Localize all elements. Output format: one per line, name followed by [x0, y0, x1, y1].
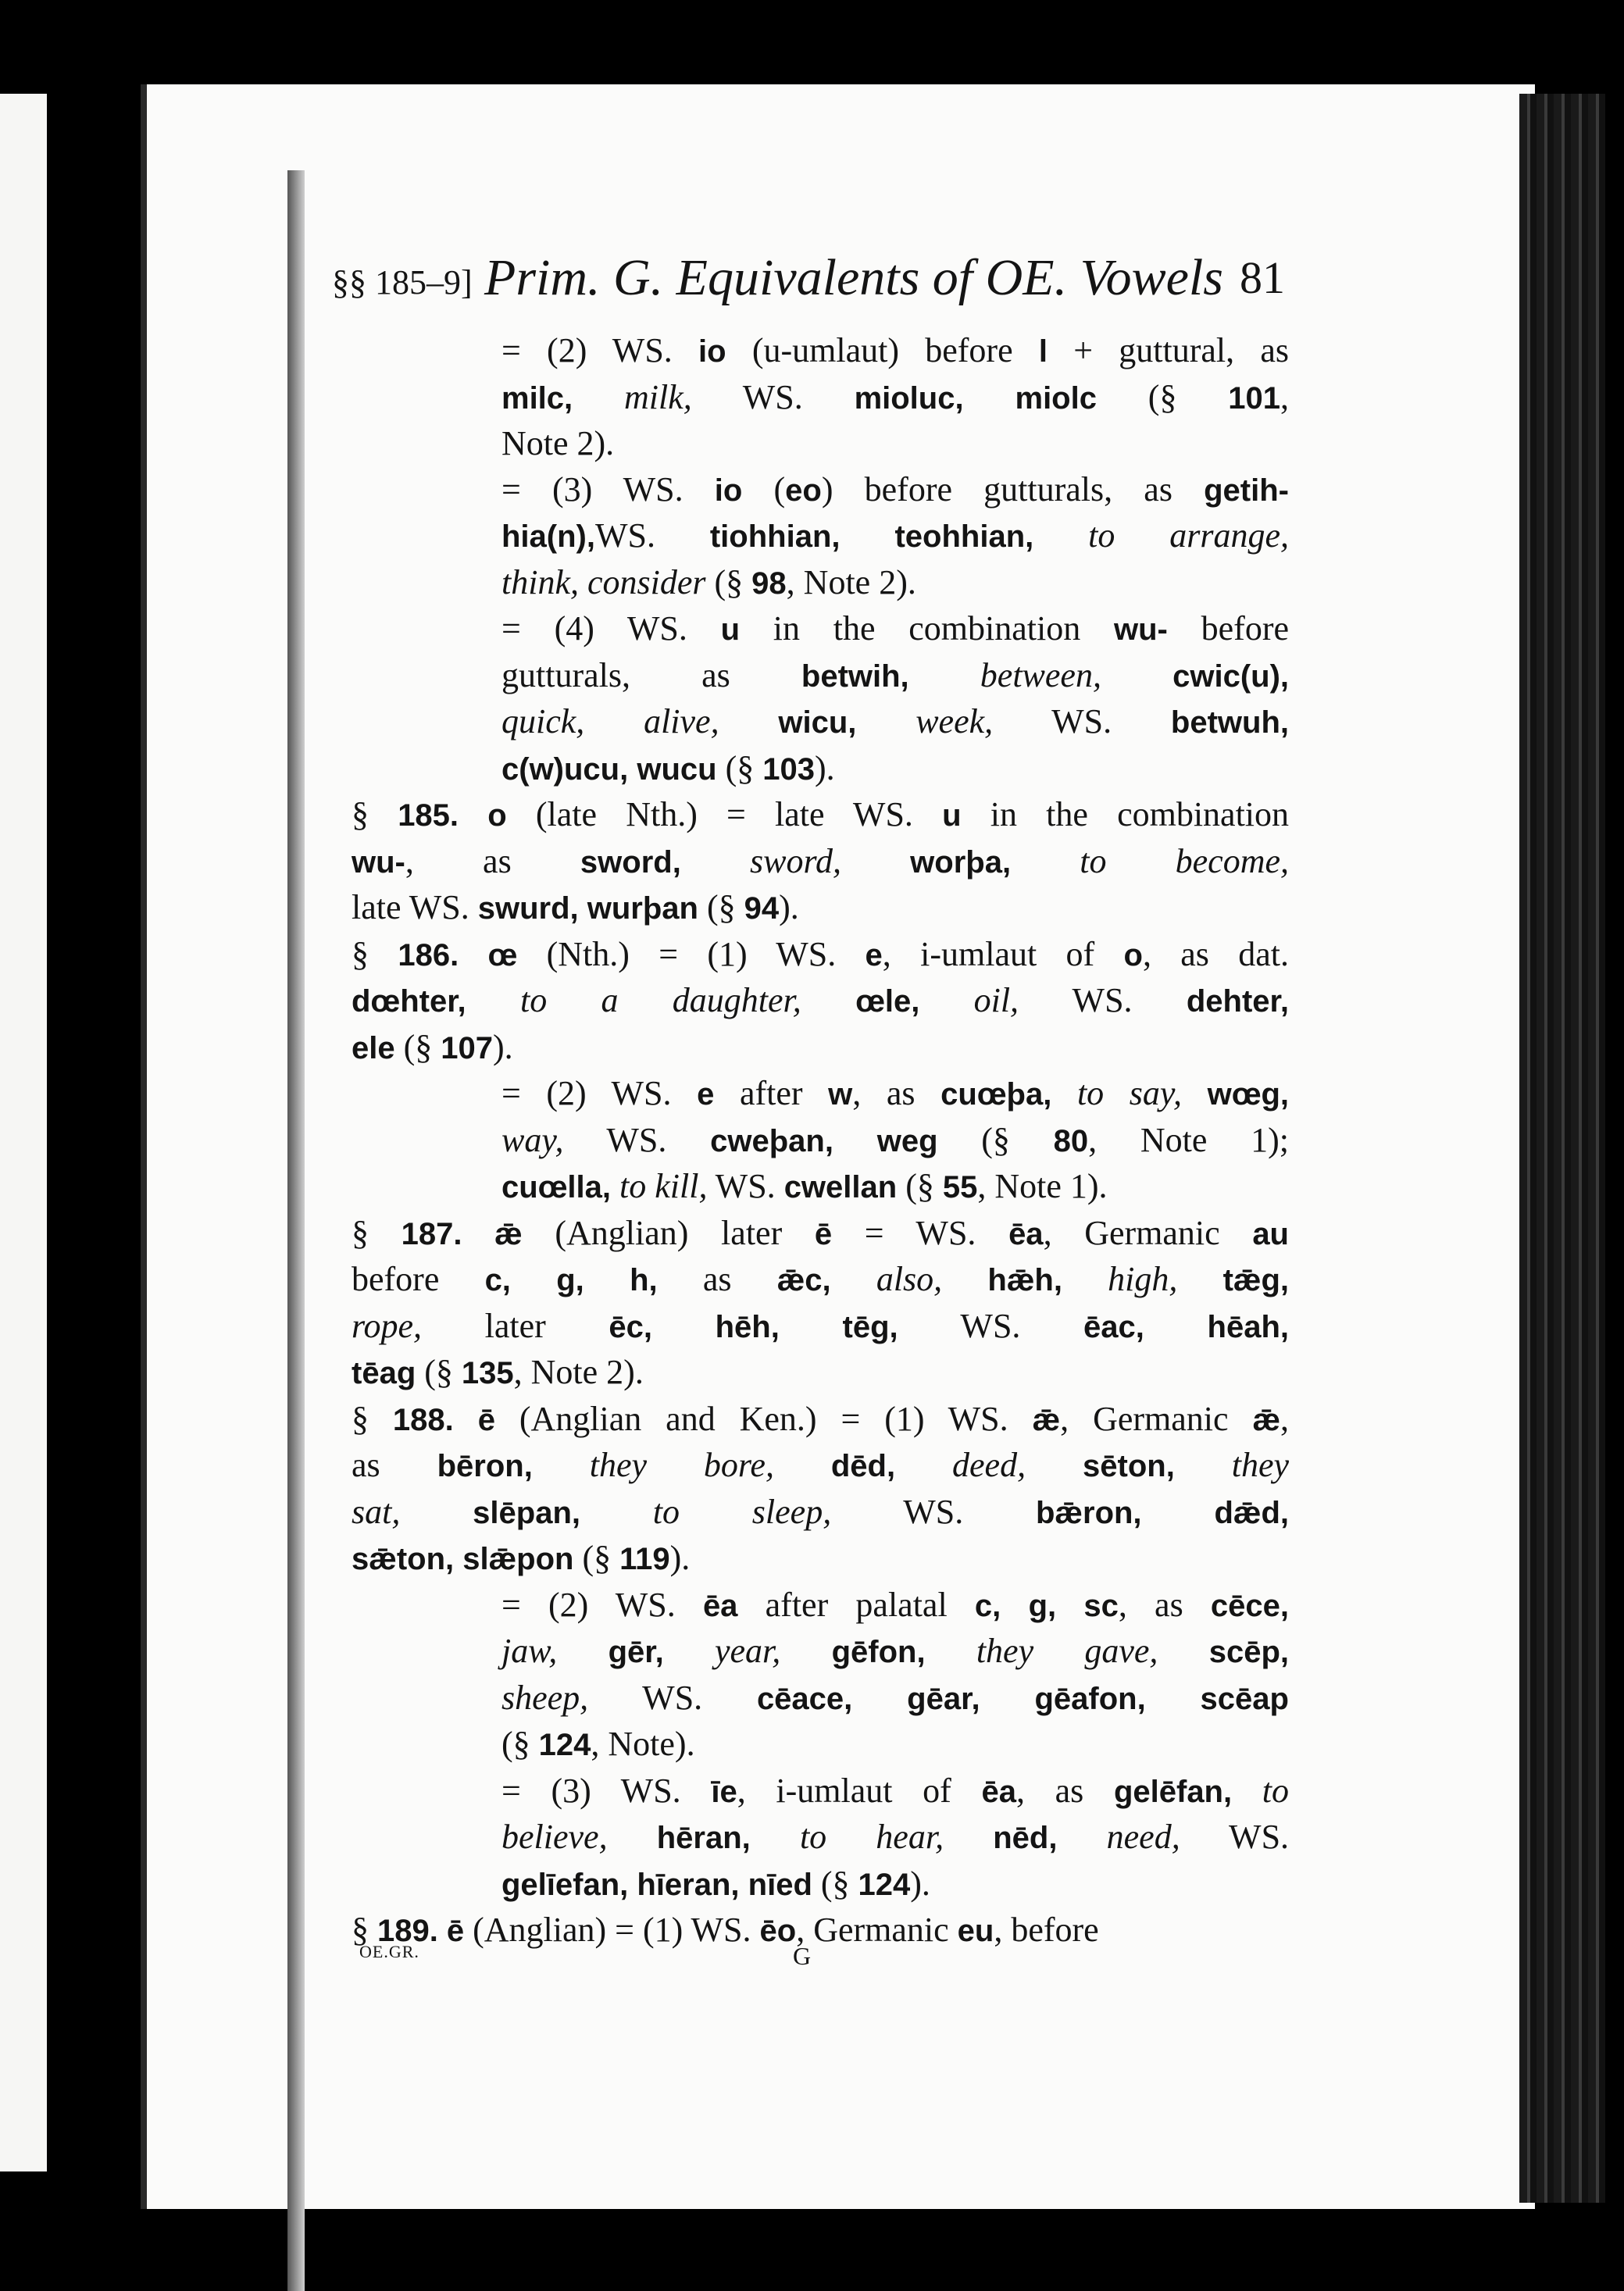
text-line: § 189. ē (Anglian) = (1) WS. ēo, Germanic eu, before	[352, 1911, 1099, 1949]
headword: c, g,	[974, 1588, 1057, 1623]
gloss: way,	[501, 1120, 564, 1159]
headword: 94	[744, 891, 780, 926]
gloss: rope,	[352, 1306, 423, 1345]
section-entry	[352, 932, 1289, 1072]
text-line: sheep, WS. cēace, gēar, gēafon, scēap	[501, 1678, 1289, 1717]
text-line: before c, g, h, as ǣc, also, hǣh, high, tǣg,	[352, 1260, 1290, 1298]
headword: worþa,	[910, 844, 1012, 880]
text-line: § 188. ē (Anglian and Ken.) = (1) WS. ǣ, Germanic ǣ,	[352, 1399, 1290, 1438]
text-line: gutturals, as betwih, between, cwic(u),	[501, 655, 1289, 694]
headword: io	[698, 334, 726, 369]
text-line: § 185. o (late Nth.) = late WS. u in the combination	[352, 795, 1290, 833]
text-line: = (2) WS. io (u-umlaut) before l + guttural, as	[501, 331, 1290, 369]
headword: 103	[762, 751, 815, 787]
gloss: oil,	[973, 981, 1019, 1019]
sub-entry	[352, 328, 1289, 467]
header-title: Prim. G. Equivalents of OE. Vowels	[484, 249, 1223, 306]
text-line: = (2) WS. ēa after palatal c, g, sc, as cēce,	[501, 1585, 1290, 1624]
headword: slēpan,	[473, 1495, 580, 1530]
headword: c, g, h,	[484, 1263, 658, 1297]
headword: ǣc,	[776, 1263, 831, 1297]
headword: cweþan, weg	[710, 1123, 938, 1158]
headword: cwic(u),	[1172, 658, 1289, 694]
headword: wu-	[1114, 612, 1168, 647]
page-stack-edge	[1519, 94, 1605, 2203]
headword: cuœlla,	[501, 1170, 612, 1204]
headword: betwih,	[801, 658, 909, 694]
text-line: hia(n),WS. tiohhian, teohhian, to arrange,	[501, 516, 1290, 555]
headword: getih-	[1204, 473, 1289, 508]
headword: 186.	[398, 937, 459, 972]
headword: ē	[814, 1216, 833, 1251]
sub-entry	[352, 1583, 1289, 1768]
gloss: to hear,	[799, 1818, 944, 1856]
headword: wu-	[352, 844, 405, 880]
text-line: tēag (§ 135, Note 2).	[352, 1353, 644, 1391]
headword: 124	[538, 1728, 591, 1762]
text-line: dœhter, to a daughter, œle, oil, WS. dehter,	[352, 981, 1290, 1019]
headword: e	[865, 937, 883, 972]
gloss: believe,	[501, 1818, 608, 1856]
text-line: sǣton, slǣpon (§ 119).	[352, 1539, 691, 1577]
gloss: to a daughter,	[519, 981, 801, 1019]
headword: w	[828, 1077, 853, 1112]
headword: c(w)ucu, wucu	[501, 751, 717, 787]
text-line: (§ 124, Note).	[501, 1725, 695, 1763]
text-line: cuœlla, to kill, WS. cwellan (§ 55, Note 1).	[501, 1167, 1108, 1205]
headword: mioluc, miolc	[854, 380, 1097, 416]
paragraph	[352, 1071, 1289, 1211]
paragraph	[352, 1768, 1289, 1908]
headword: gēr,	[608, 1635, 664, 1669]
page-footer	[0, 1942, 1624, 1973]
headword: nēd,	[993, 1821, 1058, 1855]
headword: cwellan	[783, 1170, 898, 1204]
headword: wicu,	[778, 705, 857, 740]
headword: ēo	[759, 1914, 797, 1948]
gathering-mark: G	[793, 1942, 812, 1970]
gloss: to become,	[1080, 841, 1290, 880]
headword: 187.	[401, 1216, 462, 1251]
gloss: to say,	[1076, 1074, 1182, 1112]
text-line: as bēron, they bore, dēd, deed, sēton, they	[352, 1446, 1290, 1484]
headword: u	[720, 612, 741, 647]
text-line: sat, slēpan, to sleep, WS. bǣron, dǣd,	[352, 1492, 1289, 1531]
gloss: sword,	[750, 841, 841, 880]
headword: 101	[1228, 380, 1281, 416]
headword: 107	[441, 1030, 494, 1065]
gloss: sheep,	[501, 1678, 589, 1717]
text-line: rope, later ēc, hēh, tēg, WS. ēac, hēah,	[352, 1306, 1289, 1345]
headword: œ	[487, 937, 518, 972]
headword: tiohhian, teohhian,	[709, 519, 1034, 554]
text-line: = (4) WS. u in the combination wu- before	[501, 609, 1289, 648]
gloss: year,	[715, 1632, 781, 1670]
headword: eu	[957, 1914, 994, 1948]
headword: o	[1123, 937, 1143, 972]
headword: ǣ	[1252, 1402, 1281, 1437]
page-number: 81	[1240, 252, 1285, 303]
headword: 124	[858, 1867, 911, 1902]
text-line: gelīefan, hīeran, nīed (§ 124).	[501, 1864, 930, 1903]
text-line: § 186. œ (Nth.) = (1) WS. e, i-umlaut of o, as dat.	[352, 934, 1290, 973]
headword: cuœþa,	[940, 1077, 1052, 1112]
text-line: wu-, as sword, sword, worþa, to become,	[352, 841, 1290, 880]
headword: sword,	[580, 844, 681, 880]
gloss: to kill,	[619, 1167, 708, 1205]
text-line: c(w)ucu, wucu (§ 103).	[501, 748, 835, 787]
gloss: week,	[916, 702, 994, 740]
sub-entry	[352, 1071, 1289, 1211]
section-entry	[352, 792, 1289, 932]
headword: ēac, hēah,	[1083, 1309, 1289, 1344]
running-header	[332, 248, 1285, 319]
headword: dehter,	[1186, 984, 1290, 1019]
headword: 98	[751, 566, 787, 601]
paragraph	[352, 792, 1289, 932]
section-entry	[352, 1397, 1289, 1583]
headword: 80	[1053, 1123, 1089, 1158]
gloss: high,	[1108, 1260, 1178, 1298]
text-line: quick, alive, wicu, week, WS. betwuh,	[501, 702, 1290, 740]
headword: 135	[461, 1356, 514, 1390]
headword: wœg,	[1207, 1077, 1289, 1112]
facing-page-edge	[0, 94, 47, 2171]
headword: swurd, wurþan	[477, 891, 698, 926]
headword: gelēfan,	[1113, 1774, 1233, 1809]
headword: o	[487, 798, 507, 833]
headword: tǣg,	[1222, 1263, 1290, 1297]
text-line: think, consider (§ 98, Note 2).	[501, 562, 916, 601]
text-line: believe, hēran, to hear, nēd, need, WS.	[501, 1818, 1290, 1856]
gloss: jaw,	[501, 1632, 558, 1670]
gloss: they bore,	[589, 1446, 774, 1484]
headword: īe	[711, 1774, 737, 1809]
sub-entry	[352, 1768, 1289, 1908]
text-line: = (3) WS. io (eo) before gutturals, as getih-	[501, 469, 1289, 509]
headword: gēfon,	[831, 1635, 926, 1669]
text-line: way, WS. cweþan, weg (§ 80, Note 1);	[501, 1120, 1289, 1159]
headword: betwuh,	[1170, 705, 1290, 740]
headword: milc,	[501, 380, 573, 416]
gloss: need,	[1106, 1818, 1180, 1856]
headword: dœhter,	[352, 984, 466, 1019]
headword: 119	[619, 1542, 670, 1576]
headword: scēp,	[1208, 1635, 1289, 1669]
text-line	[501, 1629, 1289, 1675]
gloss: sat,	[352, 1492, 401, 1531]
headword: u	[942, 798, 962, 833]
signature-mark: OE.GR.	[359, 1942, 419, 1961]
paragraph	[352, 1397, 1289, 1583]
headword: ēa	[981, 1774, 1016, 1809]
headword: bēron,	[437, 1449, 533, 1483]
paragraph	[352, 467, 1289, 607]
paragraph	[352, 932, 1289, 1072]
text-line: ele (§ 107).	[352, 1027, 513, 1066]
gloss: also,	[876, 1260, 943, 1298]
headword: e	[697, 1077, 715, 1112]
text-line: § 187. ǣ (Anglian) later ē = WS. ēa, Germanic au	[352, 1213, 1289, 1252]
headword: 188.	[392, 1402, 454, 1437]
text-line: = (2) WS. e after w, as cuœþa, to say, wœg,	[501, 1074, 1289, 1112]
gloss: milk,	[623, 377, 692, 416]
section-entry	[352, 1211, 1289, 1397]
headword: hǣh,	[987, 1263, 1062, 1297]
headword: ele	[352, 1030, 395, 1065]
gloss: quick, alive,	[501, 702, 719, 740]
gloss: to	[1262, 1771, 1290, 1810]
headword: eo	[785, 473, 822, 508]
headword: sēton,	[1083, 1449, 1175, 1483]
paragraph	[352, 328, 1289, 467]
headword: l	[1038, 334, 1048, 369]
headword: cēce,	[1210, 1588, 1290, 1623]
headword: hia(n),	[501, 519, 595, 554]
text-line: Note 2).	[501, 424, 615, 462]
headword: gelīefan, hīeran, nīed	[501, 1867, 812, 1902]
sub-entry	[352, 467, 1289, 607]
headword: ēc, hēh, tēg,	[609, 1309, 898, 1344]
headword: io	[714, 473, 743, 508]
paragraph	[352, 1211, 1289, 1397]
headword: ǣ	[494, 1216, 523, 1251]
paragraph	[352, 606, 1289, 792]
headword: ēa	[1008, 1216, 1044, 1251]
gloss: they gave,	[976, 1632, 1158, 1670]
gloss: between,	[980, 655, 1101, 694]
gloss: deed,	[952, 1446, 1026, 1484]
gloss: think, consider	[501, 562, 706, 601]
gloss: to sleep,	[652, 1492, 832, 1531]
headword: tēag	[352, 1356, 416, 1390]
text-line: = (3) WS. īe, i-umlaut of ēa, as gelēfan, to	[501, 1771, 1290, 1810]
page-body	[352, 328, 1289, 1954]
headword: sǣton, slǣpon	[352, 1542, 574, 1576]
text-line: late WS. swurd, wurþan (§ 94).	[352, 888, 799, 926]
headword: bǣron, dǣd,	[1036, 1495, 1289, 1530]
headword: ē	[446, 1914, 465, 1948]
sub-entry	[352, 606, 1289, 792]
headword: ēa	[702, 1588, 738, 1623]
headword: cēace, gēar, gēafon, scēap	[756, 1681, 1289, 1716]
headword: dēd,	[830, 1449, 896, 1483]
headword: 55	[942, 1170, 978, 1204]
headword: 185.	[398, 798, 459, 833]
headword: 189.	[377, 1914, 438, 1948]
headword: sc	[1083, 1588, 1119, 1623]
gloss: to arrange,	[1088, 516, 1290, 555]
gloss: they	[1231, 1446, 1290, 1484]
header-sections: §§ 185–9]	[332, 263, 473, 302]
text-line: milc, milk, WS. mioluc, miolc (§ 101,	[501, 377, 1290, 416]
headword: œle,	[855, 984, 920, 1019]
paragraph	[352, 1583, 1289, 1768]
headword: ē	[477, 1402, 495, 1437]
headword: au	[1252, 1216, 1289, 1251]
headword: hēran,	[656, 1821, 751, 1855]
headword: ǣ	[1032, 1402, 1061, 1437]
